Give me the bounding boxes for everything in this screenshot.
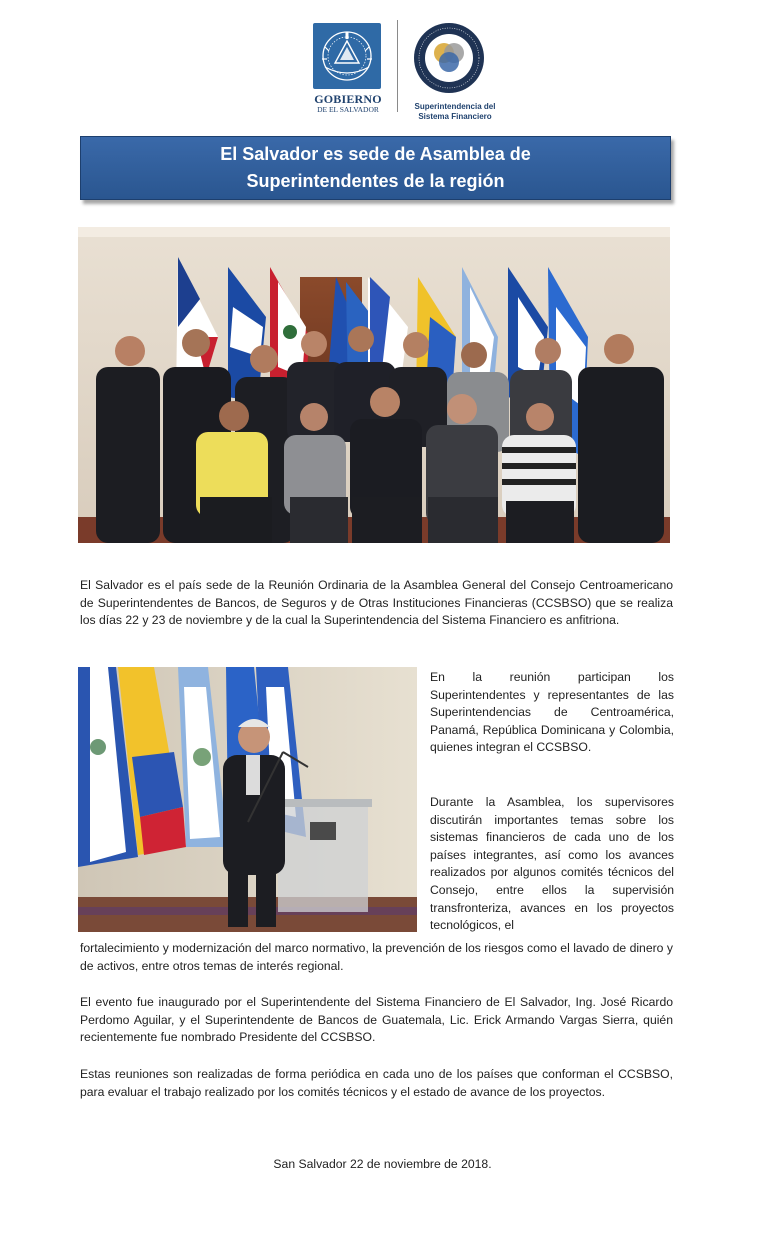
paragraph-1: El Salvador es el país sede de la Reunión Ordinaria de la Asamblea General del Consejo Centroamericano de Superintendentes de Bancos, de Seguros y de Otras Instituciones Financieras (CCSBSO) que se realiza los días 22 y 23 de noviembre y de la cual la Superintendencia del Sistema Financiero es anfitriona. xyxy=(80,578,673,628)
title-banner xyxy=(80,136,671,200)
paragraph-5: Estas reuniones son realizadas de forma periódica en cada uno de los países que conforman el CCSBSO, para evaluar el trabajo realizado por los comités técnicos y el estado de avance de los proyectos. xyxy=(80,1067,673,1099)
logo-divider xyxy=(397,20,398,112)
ssf-name-line2: Sistema Financiero xyxy=(418,112,492,121)
paragraph-2: En la reunión participan los Superintendentes y representantes de las Superintendencias de Centroamérica, Panamá, República Dominicana y Colombia, quienes integran el CCSBSO. xyxy=(430,670,674,755)
ssf-name-line1: Superintendencia del xyxy=(414,102,496,111)
ssf-logo xyxy=(406,22,504,122)
dateline: San Salvador 22 de noviembre de 2018. xyxy=(273,1157,492,1171)
paragraph-3b: fortalecimiento y modernización del marco normativo, la prevención de los riesgos como el lavado de dinero y de activos, entre otros temas de interés regional. xyxy=(80,941,673,973)
gobierno-subtitle: DE EL SALVADOR xyxy=(317,105,379,114)
page-title xyxy=(176,141,576,195)
title-line1: El Salvador es sede de Asamblea de xyxy=(220,144,531,164)
ssf-name xyxy=(406,102,504,122)
paragraph-4: El evento fue inaugurado por el Superintendente del Sistema Financiero de El Salvador, Ing. José Ricardo Perdomo Aguilar, y el Superintendente de Bancos de Guatemala, Lic. Erick Armando Vargas Sierra, quién recientemente fue nombrado Presidente del CCSBSO. xyxy=(80,995,673,1045)
paragraph-3a: Durante la Asamblea, los supervisores discutirán importantes temas sobre los sistemas financieros de cada uno de los países integrantes, así como los avances realizados por algunos comités técnicos del Consejo, entre ellos la supervisión transfronteriza, avances en los proyectos tecnológicos, el xyxy=(430,795,674,933)
header-logos xyxy=(308,10,504,121)
ssf-emblem-icon xyxy=(413,22,485,94)
title-line2: Superintendentes de la región xyxy=(246,171,505,191)
gobierno-name: GOBIERNO xyxy=(314,92,382,106)
gobierno-coat-of-arms-icon xyxy=(313,23,381,89)
group-photo xyxy=(78,227,670,543)
gobierno-logo xyxy=(313,23,383,114)
speaker-photo xyxy=(78,667,417,932)
